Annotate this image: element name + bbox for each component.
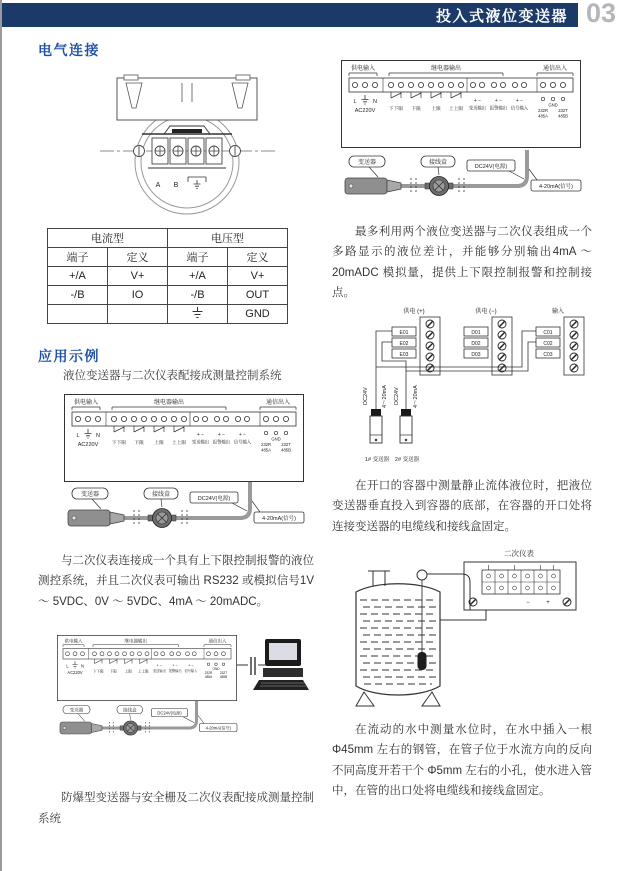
transmitter-1-icon <box>370 409 382 443</box>
plus-label: + <box>546 600 550 606</box>
table-row <box>48 248 288 267</box>
differential-wiring-diagram <box>352 303 590 470</box>
cell-label: D02 <box>471 341 481 347</box>
terminal-cells <box>392 317 584 375</box>
table-cell: 端子 <box>168 248 228 267</box>
table-cell <box>48 305 108 324</box>
terminal-definition-table <box>47 228 288 324</box>
table-cell: GND <box>228 305 288 324</box>
housing-tab <box>236 75 250 80</box>
cable-entry-icon <box>417 570 427 580</box>
table-cell: +/A <box>48 267 108 286</box>
420ma-label: 4～20mA <box>382 385 388 408</box>
section-heading-electrical: 电气连接 <box>38 42 100 58</box>
table-cell <box>108 305 168 324</box>
table-cell: OUT <box>228 286 288 305</box>
tank-leg <box>422 692 440 706</box>
ground-icon <box>191 306 204 319</box>
housing-tab <box>124 75 138 80</box>
table-row <box>48 229 288 248</box>
table-row <box>48 286 288 305</box>
table-cell: V+ <box>228 267 288 286</box>
secondary-meter-label: 二次仪表 <box>504 549 534 558</box>
transmitter-2-icon <box>400 409 412 443</box>
secondary-instrument-box <box>464 562 576 610</box>
return-wire <box>436 610 486 620</box>
cell-label: E01 <box>399 330 409 336</box>
level-sensor-icon <box>418 652 427 670</box>
supply-plus-label: 供电 (+) <box>403 309 425 315</box>
paragraph-differential: 最多利用两个液位变送器与二次仪表组成一个多路显示的液位差计，并能够分别输出4mA ～ 20mADC 模拟量，提供上下限控制报警和控制接点。 <box>332 226 592 300</box>
paragraph-flowing-water: 在流动的水中测量水位时，在水中插入一根Φ45mm 左右的钢管，在管子位于水流方向的反向不同高度开若干个 Φ5mm 左右的小孔，使水进入管中，在管的出口处将电缆线和接线盒固定。 <box>332 724 592 798</box>
transmitter2-label: 2# 变送器 <box>394 457 420 463</box>
table-cell: +/A <box>168 267 228 286</box>
paragraph-secondary-meter: 与二次仪表连接成一个具有上下限控制报警的液位测控系统，并且二次仪表可输出 RS232 或模拟信号1V ～ 5VDC、0V ～ 5VDC、4mA ～ 20mADC。 <box>38 555 314 608</box>
input-label: 输入 <box>551 309 565 315</box>
terminal-bar <box>172 129 202 133</box>
cell-label: E02 <box>399 341 409 347</box>
page-header <box>2 3 578 27</box>
page-number: 03 <box>585 0 616 28</box>
ground-icon <box>194 180 201 188</box>
group-header-current: 电流型 <box>48 229 168 248</box>
table-cell: -/B <box>48 286 108 305</box>
cell-label: E03 <box>399 352 409 358</box>
terminal-a-label: A <box>155 182 161 189</box>
diagram-caption-system1: 液位变送器与二次仪表配接成测量控制系统 <box>63 370 282 382</box>
table-cell: -/B <box>168 286 228 305</box>
cell-label: D01 <box>471 330 481 336</box>
tank-installation-diagram <box>336 546 593 718</box>
420ma-label: 4～20mA <box>413 385 419 408</box>
cell-label: C02 <box>543 341 553 347</box>
dc24v-label: DC24V <box>394 387 400 405</box>
cell-label: C03 <box>543 352 553 358</box>
measurement-system-diagram <box>58 392 310 542</box>
table-cell: IO <box>108 286 168 305</box>
minus-label: − <box>526 600 530 606</box>
table-cell: 定义 <box>228 248 288 267</box>
cell-label: C01 <box>543 330 553 336</box>
safety-barrier-icon <box>251 657 255 675</box>
table-cell: V+ <box>108 267 168 286</box>
explosion-proof-system-diagram <box>55 633 313 783</box>
dual-transmitter-system-diagram <box>335 58 587 210</box>
section-heading-application: 应用示例 <box>38 348 100 364</box>
dc24v-label: DC24V <box>363 387 369 405</box>
tank-leg <box>356 692 374 706</box>
group-header-voltage: 电压型 <box>168 229 288 248</box>
transmitter1-label: 1# 变送器 <box>364 457 390 463</box>
cell-label: D03 <box>471 352 481 358</box>
table-cell: 端子 <box>48 248 108 267</box>
table-row <box>48 305 288 324</box>
table-cell: 定义 <box>108 248 168 267</box>
page-title: 投入式液位变送器 <box>435 7 568 25</box>
paragraph-open-vessel: 在开口的容器中测量静止流体液位时，把液位变送器垂直投入到容器的底部，在容器的开口处将连接变送器的电缆线和接线盒固定。 <box>332 480 592 533</box>
supply-minus-label: 供电 (−) <box>475 309 497 315</box>
page-left-border <box>0 0 2 871</box>
table-cell <box>168 305 228 324</box>
terminal-housing-diagram <box>92 74 282 219</box>
table-row <box>48 267 288 286</box>
terminal-b-label: B <box>173 182 179 189</box>
diagram-caption-system2: 防爆型变送器与安全栅及二次仪表配接成测量控制系统 <box>38 792 314 825</box>
